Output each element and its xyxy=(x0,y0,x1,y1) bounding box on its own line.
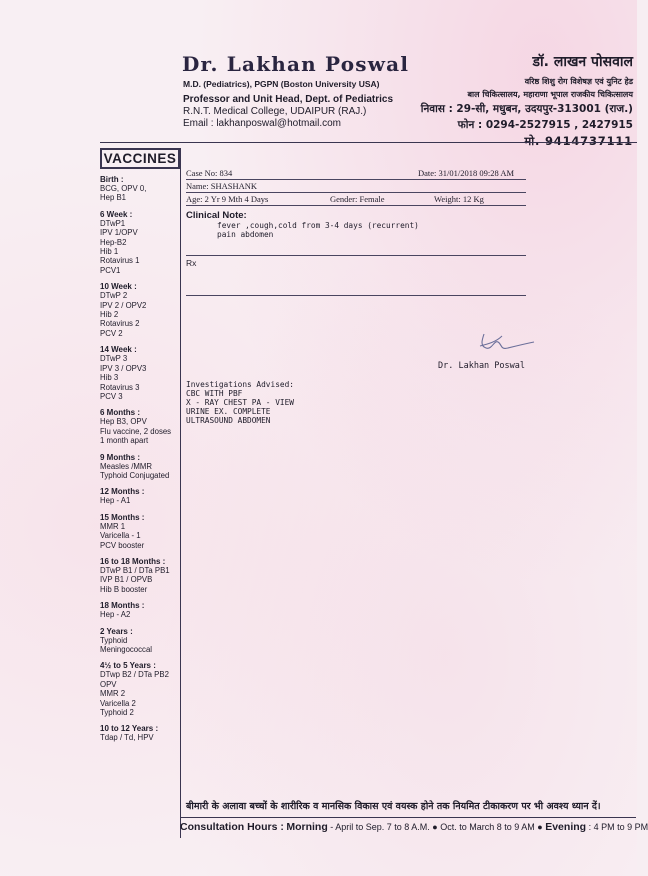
designation-hindi: वरिष्ठ शिशु रोग विशेषज्ञ एवं युनिट हेड xyxy=(524,77,633,86)
clinical-note-body xyxy=(217,221,526,239)
vaccine-group xyxy=(100,627,180,655)
consultation-hours xyxy=(180,817,648,833)
vaccine-item: IVP B1 / OPVB xyxy=(100,575,153,585)
vaccine-group xyxy=(100,724,180,742)
vaccine-item: Typhoid xyxy=(100,635,128,645)
vaccine-group-title: 16 to 18 Months : xyxy=(100,556,166,566)
investigation-item: ULTRASOUND ABDOMEN xyxy=(186,416,271,425)
doctor-name-hindi: डॉ. लाखन पोसवाल xyxy=(532,54,633,70)
vaccine-item: IPV 2 / OPV2 xyxy=(100,300,147,310)
vaccine-group-title: 9 Months : xyxy=(100,452,140,462)
vaccine-item: Hep - A2 xyxy=(100,610,131,620)
patient-age: Age: 2 Yr 9 Mth 4 Days xyxy=(186,194,269,204)
vaccines-title: VACCINES xyxy=(100,148,180,169)
vaccine-group xyxy=(100,210,180,275)
doctor-qualifications: M.D. (Pediatrics), PGPN (Boston University USA) xyxy=(183,79,380,89)
investigations-section xyxy=(186,380,294,425)
vaccine-group xyxy=(100,345,180,401)
vaccine-item: IPV 3 / OPV3 xyxy=(100,363,147,373)
footer xyxy=(180,799,648,833)
patient-weight: Weight: 12 Kg xyxy=(434,194,484,204)
vaccine-group-title: 6 Week : xyxy=(100,209,133,219)
morning-label: Morning xyxy=(286,821,328,833)
case-number: Case No: 834 xyxy=(186,168,233,178)
vaccine-group xyxy=(100,601,180,619)
case-row xyxy=(186,167,526,180)
vaccine-item: Hib 1 xyxy=(100,247,119,257)
vaccine-group-title: 6 Months : xyxy=(100,408,140,418)
vaccine-item: Hep-B2 xyxy=(100,237,127,247)
vaccine-group xyxy=(100,487,180,505)
patient-name: Name: SHASHANK xyxy=(186,181,258,191)
vaccine-group-title: 2 Years : xyxy=(100,626,133,636)
vaccine-item: DTwP B1 / DTa PB1 xyxy=(100,565,170,575)
vaccine-item: Hep B3, OPV xyxy=(100,417,147,427)
vaccine-item: Hep B1 xyxy=(100,193,127,203)
signature-scribble xyxy=(478,330,538,356)
vaccine-item: Rotavirus 1 xyxy=(100,256,140,266)
vaccine-schedule-sidebar xyxy=(100,148,181,838)
clinical-note-title: Clinical Note: xyxy=(186,210,247,221)
rx-section xyxy=(186,255,526,268)
vaccine-item: OPV xyxy=(100,679,117,689)
clinical-note-line: fever ,cough,cold from 3-4 days (recurrent) xyxy=(217,221,419,230)
letterhead-english xyxy=(181,52,411,130)
vaccine-group xyxy=(100,453,180,481)
evening-hours: : 4 PM to 9 PM xyxy=(586,822,648,832)
vaccine-item: Typhoid 2 xyxy=(100,708,134,718)
vaccine-group-list xyxy=(100,175,180,743)
morning-hours: - April to Sep. 7 to 8 A.M. ● Oct. to March 8 to 9 AM ● xyxy=(327,822,546,832)
vaccine-item: Typhoid Conjugated xyxy=(100,470,170,480)
vaccine-item: Rotavirus 3 xyxy=(100,382,140,392)
vaccine-item: Meningococcal xyxy=(100,645,153,654)
vaccine-group xyxy=(100,557,180,594)
clinical-note-line: pain abdomen xyxy=(217,230,274,239)
investigation-item: CBC WITH PBF xyxy=(186,389,243,398)
vaccine-group-title: 10 to 12 Years : xyxy=(100,724,159,734)
vaccine-item: Flu vaccine, 2 doses xyxy=(100,426,172,436)
vaccine-item: Tdap / Td, HPV xyxy=(100,733,154,743)
vaccine-item: Hib 3 xyxy=(100,373,119,383)
vaccine-item: PCV booster xyxy=(100,540,145,550)
rx-label: Rx xyxy=(186,258,197,268)
vaccine-item: BCG, OPV 0, xyxy=(100,184,147,193)
vaccine-group xyxy=(100,175,180,203)
visit-date: Date: 31/01/2018 09:28 AM xyxy=(418,168,515,178)
doctor-email: Email : lakhanposwal@hotmail.com xyxy=(183,118,341,129)
doctor-position: Professor and Unit Head, Dept. of Pediatrics xyxy=(183,94,394,105)
phone-hindi: फोन : 0294-2527915 , 2427915 xyxy=(457,119,633,131)
vaccine-item: Hep - A1 xyxy=(100,496,131,506)
vaccine-group xyxy=(100,408,180,445)
vaccine-item: Varicella - 1 xyxy=(100,531,141,541)
footer-hindi-note: बीमारी के अलावा बच्चों के शारीरिक व मानसिक विकास एवं वयस्क होने तक नियमित टीकाकरण पर भी अवश्य ध्यान दें। xyxy=(186,801,601,812)
vaccine-group xyxy=(100,661,180,717)
vaccine-item: 1 month apart xyxy=(100,436,149,446)
evening-label: Evening xyxy=(545,821,587,833)
name-row xyxy=(186,180,526,193)
vaccine-group-title: 15 Months : xyxy=(100,512,145,522)
vaccine-item: DTwP 2 xyxy=(100,291,128,301)
vaccine-group xyxy=(100,282,180,338)
address-hindi: निवास : 29-सी, मधुबन, उदयपुर-313001 (राज.) xyxy=(420,103,633,115)
rx-divider xyxy=(186,295,526,296)
vaccine-item: Hib 2 xyxy=(100,310,119,320)
vaccine-group-title: 14 Week : xyxy=(100,345,137,355)
vaccine-item: PCV 2 xyxy=(100,328,123,338)
vaccine-item: Measles /MMR xyxy=(100,461,152,471)
vaccine-item: IPV 1/OPV xyxy=(100,228,138,238)
vaccine-group-title: 18 Months : xyxy=(100,601,145,611)
vaccine-item: DTwP1 xyxy=(100,218,126,228)
vaccine-item: PCV1 xyxy=(100,265,121,275)
investigation-item: X - RAY CHEST PA - VIEW xyxy=(186,398,294,407)
letterhead-hindi xyxy=(383,52,633,151)
mobile-hindi: मो. 9414737111 xyxy=(524,134,633,148)
investigation-item: URINE EX. COMPLETE xyxy=(186,407,271,416)
vaccine-item: Varicella 2 xyxy=(100,698,136,708)
doctor-name: Dr. Lakhan Poswal xyxy=(182,52,410,76)
vaccine-item: MMR 2 xyxy=(100,689,126,699)
patient-gender: Gender: Female xyxy=(330,194,385,204)
prescription-body xyxy=(186,167,526,425)
header-divider xyxy=(100,142,637,143)
vaccine-item: DTwp B2 / DTa PB2 xyxy=(100,670,169,680)
investigations-title: Investigations Advised: xyxy=(186,380,294,389)
college-name: R.N.T. Medical College, UDAIPUR (RAJ.) xyxy=(183,106,367,117)
vaccine-group xyxy=(100,513,180,550)
doctor-signature-name: Dr. Lakhan Poswal xyxy=(438,361,525,371)
vaccine-group-title: 10 Week : xyxy=(100,282,137,292)
age-row xyxy=(186,193,526,206)
vaccine-group-title: Birth : xyxy=(100,175,124,184)
vaccine-item: Hib B booster xyxy=(100,584,148,594)
vaccine-item: MMR 1 xyxy=(100,521,126,531)
vaccine-group-title: 4½ to 5 Years : xyxy=(100,661,156,671)
hospital-hindi: बाल चिकित्सालय, महाराणा भूपाल राजकीय चिकित्सालय xyxy=(467,90,633,99)
vaccine-item: DTwP 3 xyxy=(100,354,128,364)
consult-label: Consultation Hours : xyxy=(180,821,284,833)
vaccine-group-title: 12 Months : xyxy=(100,487,145,497)
vaccine-item: Rotavirus 2 xyxy=(100,319,140,329)
vaccine-item: PCV 3 xyxy=(100,391,123,401)
